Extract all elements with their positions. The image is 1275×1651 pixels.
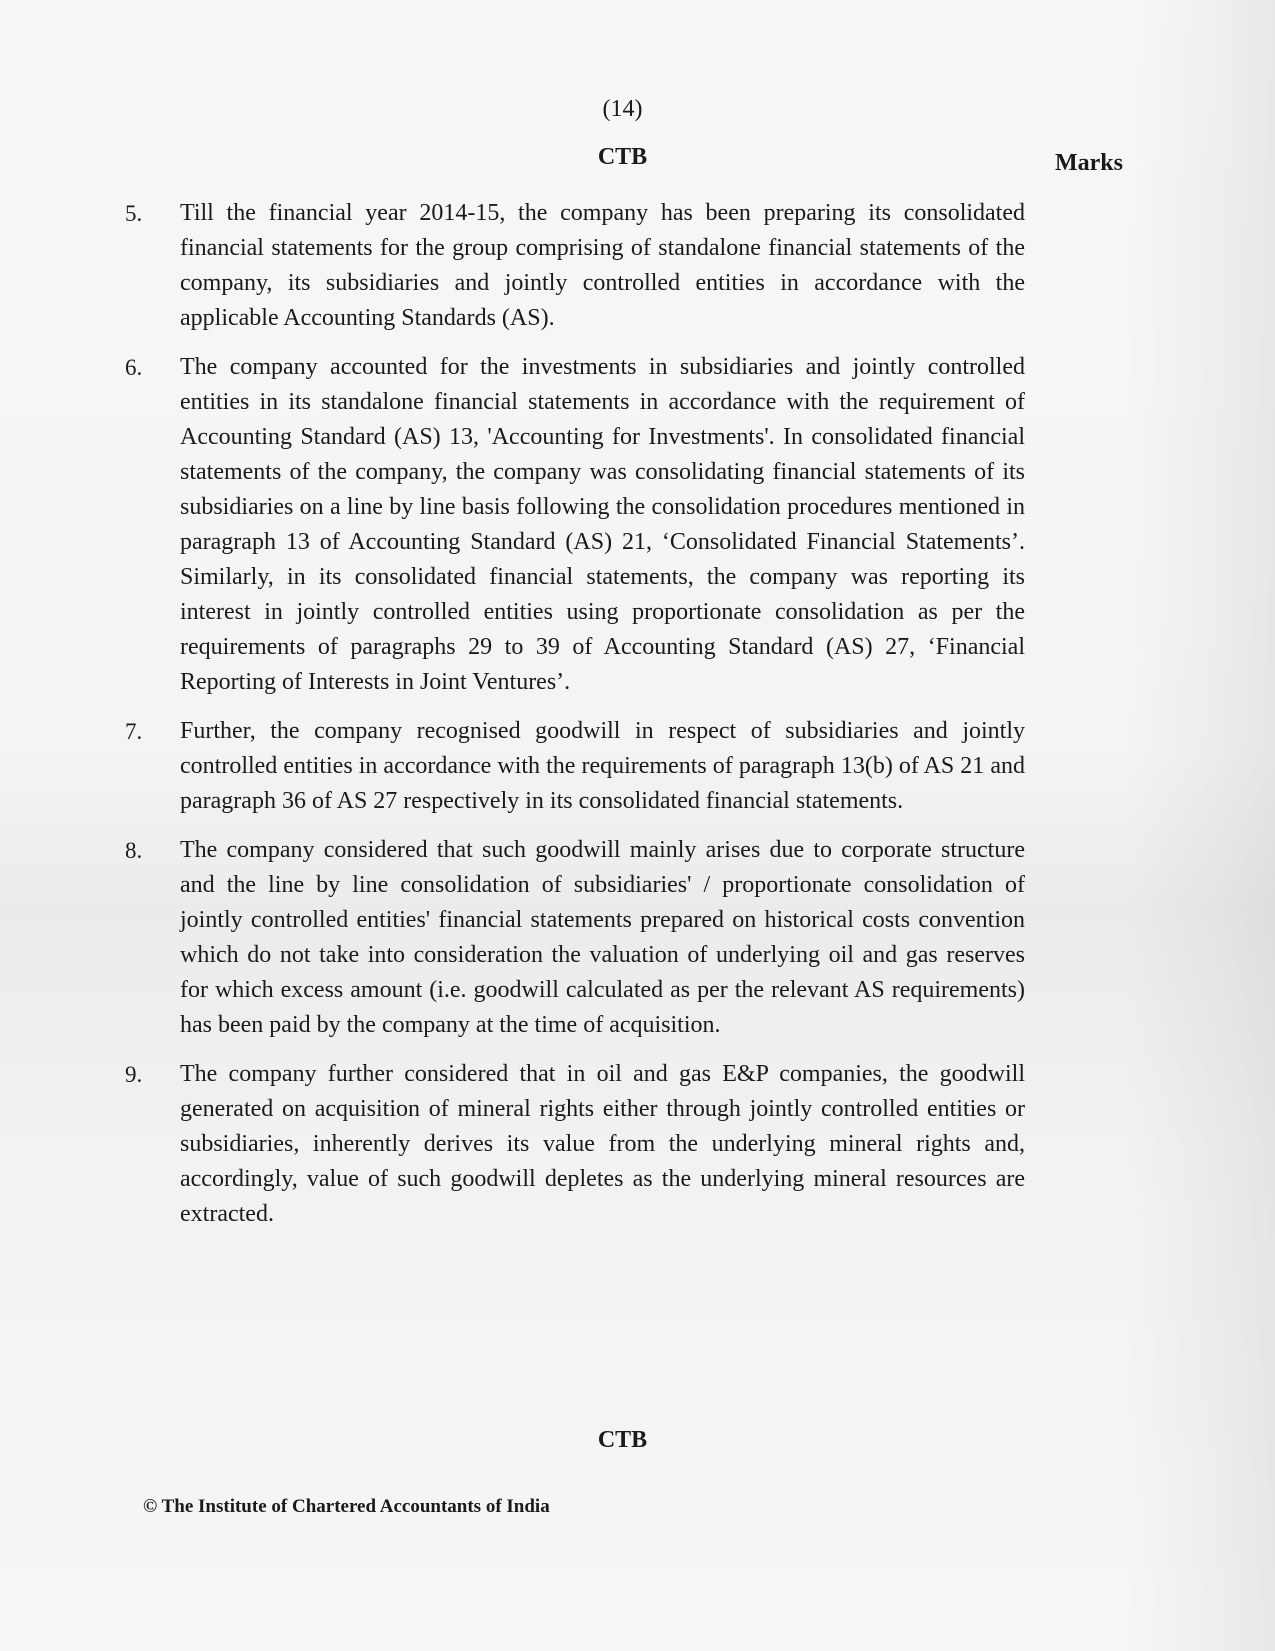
page-edge-shadow — [1125, 0, 1275, 1651]
item-text: The company accounted for the investments in subsidiaries and jointly controlled entities in its standalone financial statements in accordance with the requirement of Accounting Standard (AS) 13, 'Accounting for Investments'. In consolidated financial statements of the company, the company was consolidating financial statements of its subsidiaries on a line by line basis following the consolidation procedures mentioned in paragraph 13 of Accounting Standard (AS) 21, ‘Consolidated Financial Statements’. Similarly, in its consolidated financial statements, the company was reporting its interest in jointly controlled entities using proportionate consolidation as per the requirements of paragraphs 29 to 39 of Accounting Standard (AS) 27, ‘Financial Reporting of Interests in Joint Ventures’. — [180, 354, 1025, 695]
item-number: 5. — [125, 201, 143, 226]
footer-code: CTB — [597, 1427, 648, 1453]
item-number: 7. — [125, 719, 143, 744]
list-item — [125, 196, 1025, 336]
item-number: 6. — [125, 355, 143, 380]
item-text: Till the financial year 2014-15, the company has been preparing its consolidated financial statements for the group comprising of standalone financial statements of the company, its subsidiaries and jointly controlled entities in accordance with the applicable Accounting Standards (AS). — [180, 200, 1025, 331]
numbered-paragraph-list — [125, 196, 1025, 1246]
item-number: 8. — [125, 838, 143, 863]
item-text: The company further considered that in oil and gas E&P companies, the goodwill generated on acquisition of mineral rights either through jointly controlled entities or subsidiaries, inherently derives its value from the underlying mineral rights and, accordingly, value of such goodwill depletes as the underlying mineral resources are extracted. — [180, 1061, 1025, 1227]
list-item — [125, 833, 1025, 1043]
item-number: 9. — [125, 1062, 143, 1087]
copyright-notice: © The Institute of Chartered Accountants of India — [143, 1496, 550, 1517]
header-code: CTB — [597, 144, 648, 170]
list-item — [125, 350, 1025, 700]
item-text: The company considered that such goodwill mainly arises due to corporate structure and the line by line consolidation of subsidiaries' / proportionate consolidation of jointly controlled entities' financial statements prepared on historical costs convention which do not take into consideration the valuation of underlying oil and gas reserves for which excess amount (i.e. goodwill calculated as per the relevant AS requirements) has been paid by the company at the time of acquisition. — [180, 837, 1025, 1038]
list-item — [125, 1057, 1025, 1232]
page-number: (14) — [602, 96, 643, 122]
marks-label: Marks — [1055, 150, 1123, 176]
item-text: Further, the company recognised goodwill in respect of subsidiaries and jointly controlled entities in accordance with the requirements of paragraph 13(b) of AS 21 and paragraph 36 of AS 27 respectively in its consolidated financial statements. — [180, 718, 1025, 814]
list-item — [125, 714, 1025, 819]
